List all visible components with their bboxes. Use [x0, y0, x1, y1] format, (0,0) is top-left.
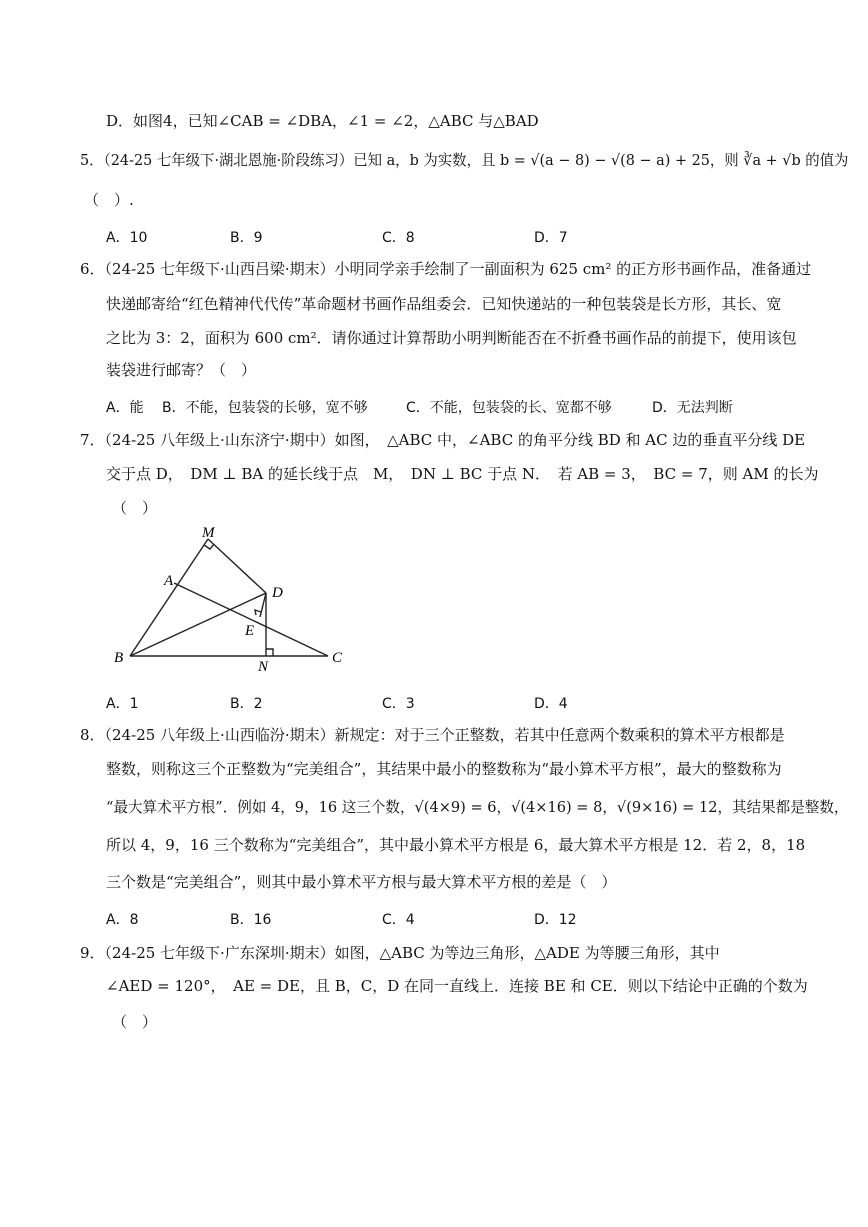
q7-option-a: A．1	[106, 696, 139, 712]
right-angle-mark-m	[204, 544, 214, 549]
label-b: B	[114, 650, 124, 666]
q8-line-4: 所以 4，9，16 三个数称为“完美组合”，其中最小算术平方根是 6，最大算术平方根是 12．若 2，8，18	[106, 836, 806, 854]
label-c: C	[332, 650, 343, 666]
q7-option-b: B．2	[230, 696, 263, 712]
label-n: N	[258, 659, 269, 675]
q8-option-a: A．8	[106, 912, 139, 928]
q6-line-1: 6．（24-25 七年级下·山西吕梁·期末）小明同学亲手绘制了一副面积为 625 cm² 的正方形书画作品，准备通过	[80, 260, 812, 278]
q5-option-d: D．7	[534, 230, 568, 246]
q8-option-b: B．16	[230, 912, 272, 928]
q5-line-1: 5．（24-25 七年级下·湖北恩施·阶段练习）已知 a，b 为实数，且 b = √(a − 8) − √(8 − a) + 25，则 ∛a + √b 的值为	[80, 151, 849, 169]
q5-option-c: C．8	[382, 230, 415, 246]
q9-line-1: 9．（24-25 七年级下·广东深圳·期末）如图，△ABC 为等边三角形，△ADE 为等腰三角形，其中	[80, 944, 720, 962]
right-angle-mark-n	[266, 649, 273, 656]
segment-md	[208, 539, 266, 593]
q6-option-d: D．无法判断	[652, 400, 733, 416]
q7-option-d: D．4	[534, 696, 568, 712]
q8-line-3: “最大算术平方根”．例如 4，9，16 这三个数，√(4×9) = 6，√(4×16) = 8，√(9×16) = 12，其结果都是整数，	[106, 798, 849, 816]
q5-option-b: B．9	[230, 230, 263, 246]
q7-line-2: 交于点 D， DM ⊥ BA 的延长线于点 M， DN ⊥ BC 于点 N． 若 AB = 3， BC = 7，则 AM 的长为	[106, 465, 819, 483]
q7-option-c: C．3	[382, 696, 415, 712]
q9-line-2: ∠AED = 120°， AE = DE，且 B，C，D 在同一直线上．连接 BE 和 CE．则以下结论中正确的个数为	[106, 977, 808, 995]
q6-option-c: C．不能，包装袋的长、宽都不够	[406, 400, 612, 416]
label-a: A	[164, 573, 174, 589]
q6-option-b: B．不能，包装袋的长够，宽不够	[162, 400, 368, 416]
q8-option-d: D．12	[534, 912, 577, 928]
segment-de	[260, 593, 266, 617]
q5-line-2: （ ）.	[84, 191, 134, 209]
q6-line-2: 快递邮寄给“红色精神代代传”革命题材书画作品组委会．已知快递站的一种包装袋是长方形，其长、宽	[106, 295, 782, 313]
q7-line-3: （ ）	[112, 499, 158, 517]
q8-option-c: C．4	[382, 912, 415, 928]
q6-line-4: 装袋进行邮寄？（ ）	[106, 361, 257, 379]
segment-ac	[174, 583, 328, 656]
q6-option-a: A．能	[106, 400, 144, 416]
label-d: D	[272, 585, 283, 601]
q8-line-1: 8．（24-25 八年级上·山西临汾·期末）新规定：对于三个正整数，若其中任意两个数乘积的算术平方根都是	[80, 726, 785, 744]
q4-option-d: D．如图4，已知∠CAB = ∠DBA，∠1 = ∠2，△ABC 与△BAD	[106, 112, 539, 130]
q5-option-a: A．10	[106, 230, 148, 246]
label-m: M	[202, 525, 215, 541]
q8-line-2: 整数，则称这三个正整数为“完美组合”，其结果中最小的整数称为“最小算术平方根”，最大的整数称为	[106, 760, 782, 778]
q9-line-3: （ ）	[112, 1013, 158, 1031]
q7-line-1: 7．（24-25 八年级上·山东济宁·期中）如图， △ABC 中，∠ABC 的角平分线 BD 和 AC 边的垂直平分线 DE	[80, 431, 806, 449]
q7-geometry-figure	[100, 525, 360, 675]
q6-line-3: 之比为 3：2，面积为 600 cm²．请你通过计算帮助小明判断能否在不折叠书画作品的前提下，使用该包	[106, 329, 797, 347]
q8-line-5: 三个数是“完美组合”，则其中最小算术平方根与最大算术平方根的差是（ ）	[106, 873, 617, 891]
label-e: E	[245, 623, 255, 639]
